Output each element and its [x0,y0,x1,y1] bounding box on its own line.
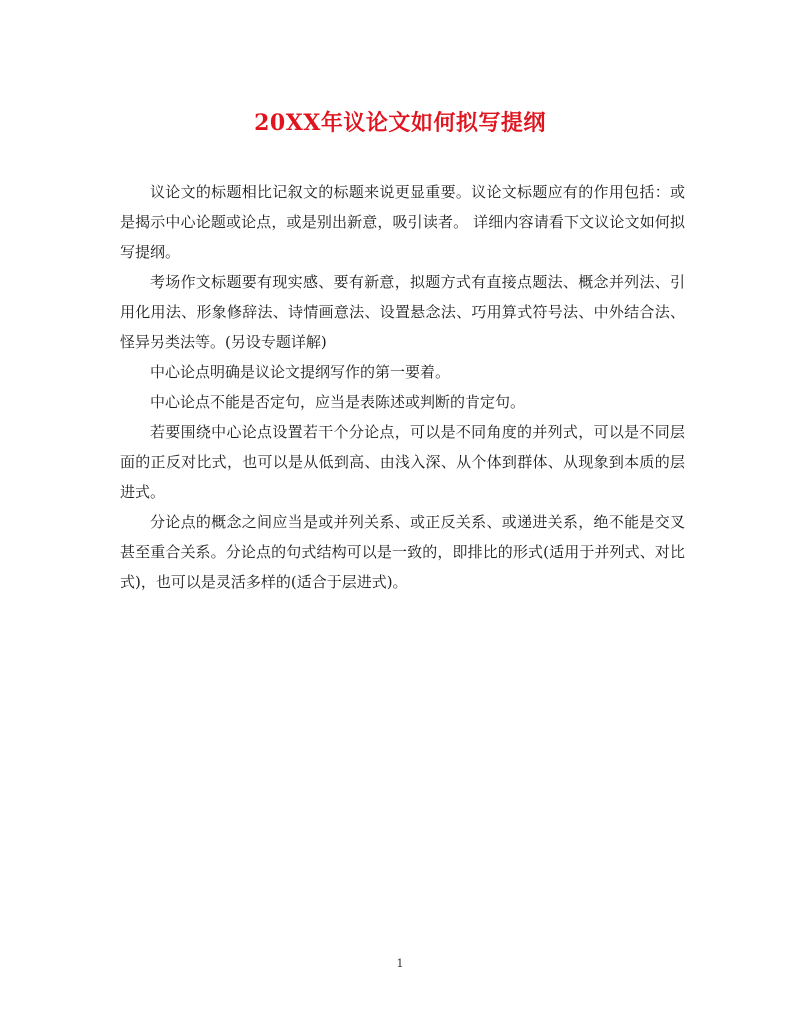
document-body [120,177,685,597]
paragraph-4: 中心论点不能是否定句，应当是表陈述或判断的肯定句。 [150,393,526,411]
paragraph-1: 议论文的标题相比记叙文的标题来说更显重要。议论文标题应有的作用包括：或是揭示中心论题或论点，或是别出新意，吸引读者。 详细内容请看下文议论文如何拟写提纲。 [120,183,685,261]
paragraph-5: 若要围绕中心论点设置若干个分论点，可以是不同角度的并列式，可以是不同层面的正反对比式，也可以是从低到高、由浅入深、从个体到群体、从现象到本质的层进式。 [120,423,685,501]
paragraph-3: 中心论点明确是议论文提纲写作的第一要着。 [150,363,451,381]
page-title: 20XX年议论文如何拟写提纲 [254,110,546,136]
paragraph-2: 考场作文标题要有现实感、要有新意，拟题方式有直接点题法、概念并列法、引用化用法、形象修辞法、诗情画意法、设置悬念法、巧用算式符号法、中外结合法、怪异另类法等。(另设专题详解) [120,273,685,351]
paragraph-6: 分论点的概念之间应当是或并列关系、或正反关系、或递进关系，绝不能是交叉甚至重合关系。分论点的句式结构可以是一致的，即排比的形式(适用于并列式、对比式)，也可以是灵活多样的(适合于层进式)。 [120,513,685,591]
page-number: 1 [396,957,404,970]
